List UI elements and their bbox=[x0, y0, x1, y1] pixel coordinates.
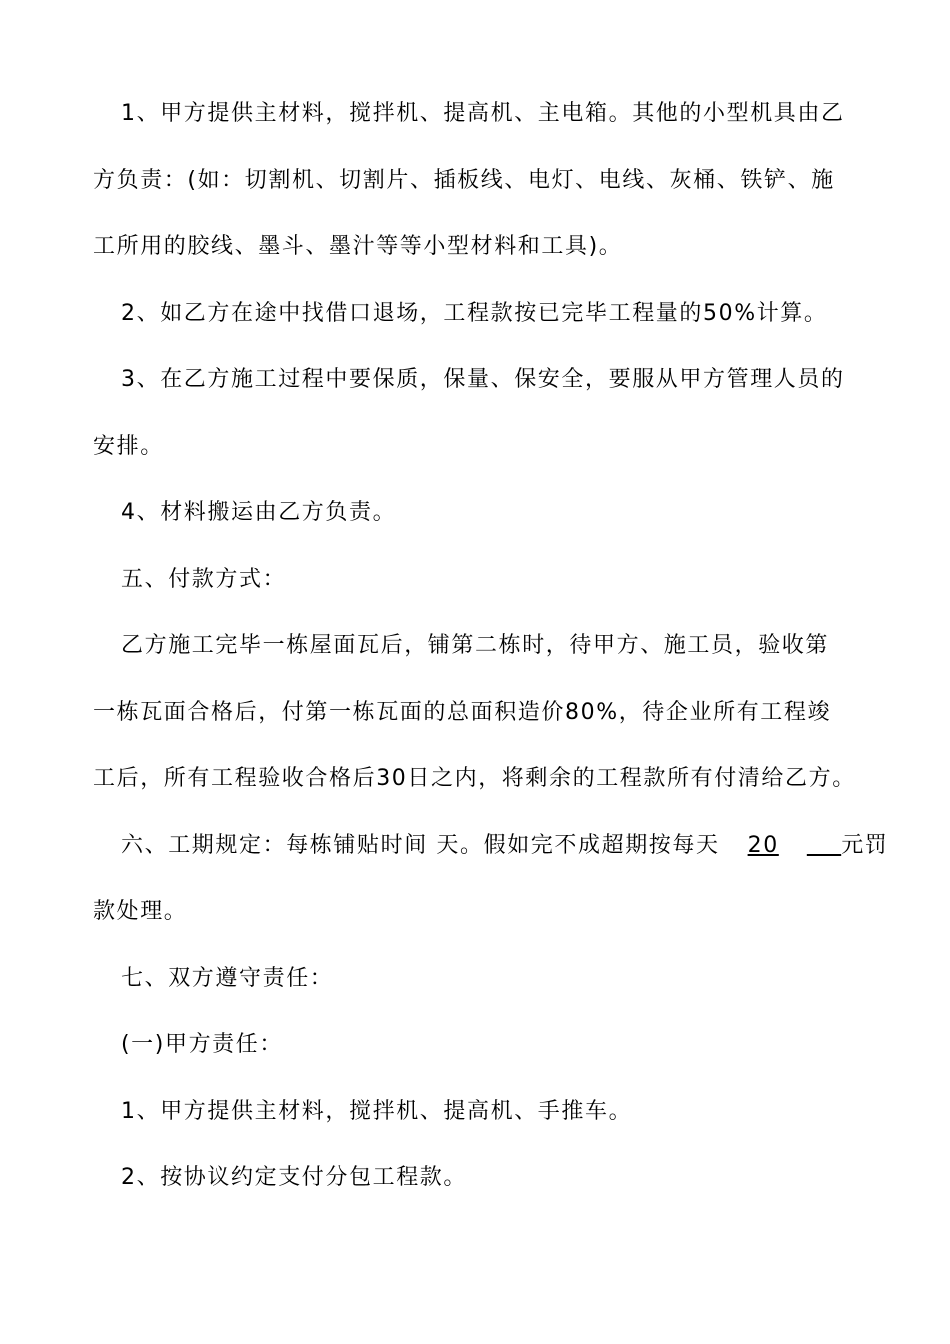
clause-line: 3、在乙方施工过程中要保质，保量、保安全，要服从甲方管理人员的 bbox=[121, 367, 845, 392]
clause-line: 方负责：(如：切割机、切割片、插板线、电灯、电线、灰桶、铁铲、施 bbox=[93, 167, 835, 193]
clause-line: 4、材料搬运由乙方负责。 bbox=[121, 500, 397, 525]
clause-line bbox=[93, 813, 889, 880]
section-heading: 七、双方遵守责任： bbox=[121, 965, 334, 991]
clause-line: 款处理。 bbox=[93, 899, 188, 924]
clause-line: 工所用的胶线、墨斗、墨汁等等小型材料和工具)。 bbox=[93, 234, 623, 259]
penalty-amount: 20 bbox=[747, 832, 779, 858]
clause-line: 乙方施工完毕一栋屋面瓦后，铺第二栋时，待甲方、施工员，验收第 bbox=[121, 633, 830, 658]
clause-line: 2、按协议约定支付分包工程款。 bbox=[121, 1165, 467, 1190]
clause-line: 安排。 bbox=[93, 433, 164, 459]
clause-line: 1、甲方提供主材料，搅拌机、提高机、手推车。 bbox=[121, 1098, 633, 1124]
contract-text bbox=[93, 81, 889, 1212]
subsection-heading: (一)甲方责任： bbox=[121, 1032, 283, 1057]
schedule-text: 六、工期规定：每栋铺贴时间 天。假如完不成超期按每天 bbox=[121, 832, 720, 858]
clause-line: 工后，所有工程验收合格后30日之内，将剩余的工程款所有付清给乙方。 bbox=[93, 766, 856, 791]
penalty-unit: 元罚 bbox=[841, 832, 889, 858]
section-heading: 五、付款方式： bbox=[121, 566, 287, 592]
clause-line: 一栋瓦面合格后，付第一栋瓦面的总面积造价80%，待企业所有工程竣 bbox=[93, 699, 832, 725]
penalty-blank bbox=[779, 813, 841, 880]
clause-line: 2、如乙方在途中找借口退场，工程款按已完毕工程量的50%计算。 bbox=[121, 300, 828, 326]
clause-line: 1、甲方提供主材料，搅拌机、提高机、主电箱。其他的小型机具由乙 bbox=[121, 101, 845, 126]
